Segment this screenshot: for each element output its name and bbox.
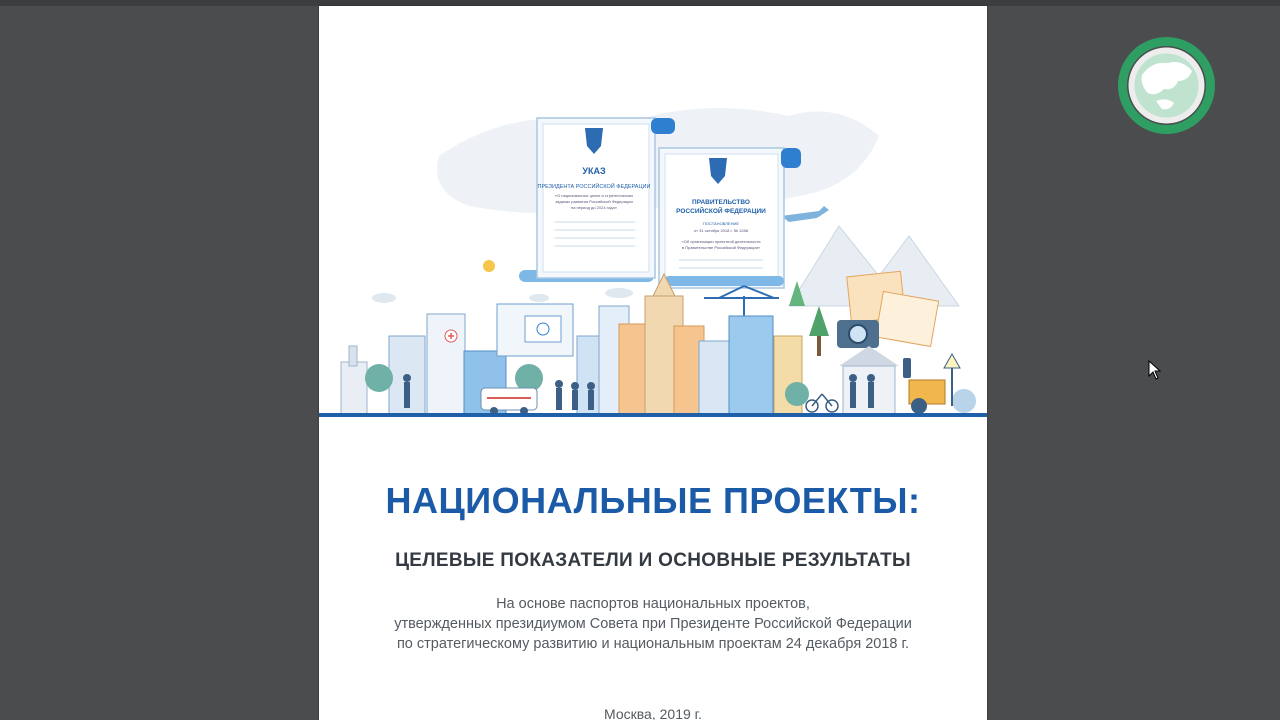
scroll-left-text3: на период до 2024 года»: [571, 205, 617, 210]
scroll-left-line1: ПРЕЗИДЕНТА РОССИЙСКОЙ ФЕДЕРАЦИИ: [537, 184, 651, 190]
document-subtitle: ЦЕЛЕВЫЕ ПОКАЗАТЕЛИ И ОСНОВНЫЕ РЕЗУЛЬТАТЫ: [395, 550, 911, 571]
scroll-left-heading: УКАЗ: [582, 166, 606, 176]
decree-scroll-right: [659, 148, 801, 288]
description-line-1: На основе паспортов национальных проектов,: [496, 596, 810, 612]
illustration-baseline: [319, 413, 987, 417]
scroll-right-heading2: РОССИЙСКОЙ ФЕДЕРАЦИИ: [676, 208, 766, 215]
document-footer: Москва, 2019 г.: [604, 706, 702, 720]
camera-icon: [837, 320, 879, 348]
document-description: [319, 594, 987, 654]
scroll-right-heading1: ПРАВИТЕЛЬСТВО: [692, 199, 750, 206]
bicycle-icon: [806, 394, 838, 412]
scroll-right-text2: в Правительстве Российской Федерации»: [681, 245, 761, 250]
traffic-light-icon: [903, 358, 911, 378]
scroll-right-line1: ПОСТАНОВЛЕНИЕ: [702, 221, 740, 226]
mouse-cursor-icon: [1148, 360, 1162, 380]
document-page: [319, 6, 987, 720]
cover-illustration: [319, 6, 987, 418]
city-skyline: [341, 271, 976, 414]
scroll-left-text1: «О национальных целях и стратегических: [554, 193, 634, 198]
scroll-left-text2: задачах развития Российской Федерации: [555, 199, 633, 204]
globe-logo-icon: [1116, 35, 1217, 136]
decree-scroll-left: [519, 118, 675, 282]
sun-icon: [483, 260, 495, 272]
document-title: НАЦИОНАЛЬНЫЕ ПРОЕКТЫ:: [385, 480, 921, 521]
road-sign-icon: [944, 354, 960, 368]
description-line-2: утвержденных президиумом Совета при Президенте Российской Федерации: [394, 616, 912, 632]
scroll-right-line2: от 31 октября 2018 г. № 1288: [694, 228, 748, 233]
description-line-3: по стратегическому развитию и национальным проектам 24 декабря 2018 г.: [396, 636, 910, 652]
airplane-icon: [781, 206, 829, 222]
scroll-right-text1: «Об организации проектной деятельности: [681, 239, 761, 244]
